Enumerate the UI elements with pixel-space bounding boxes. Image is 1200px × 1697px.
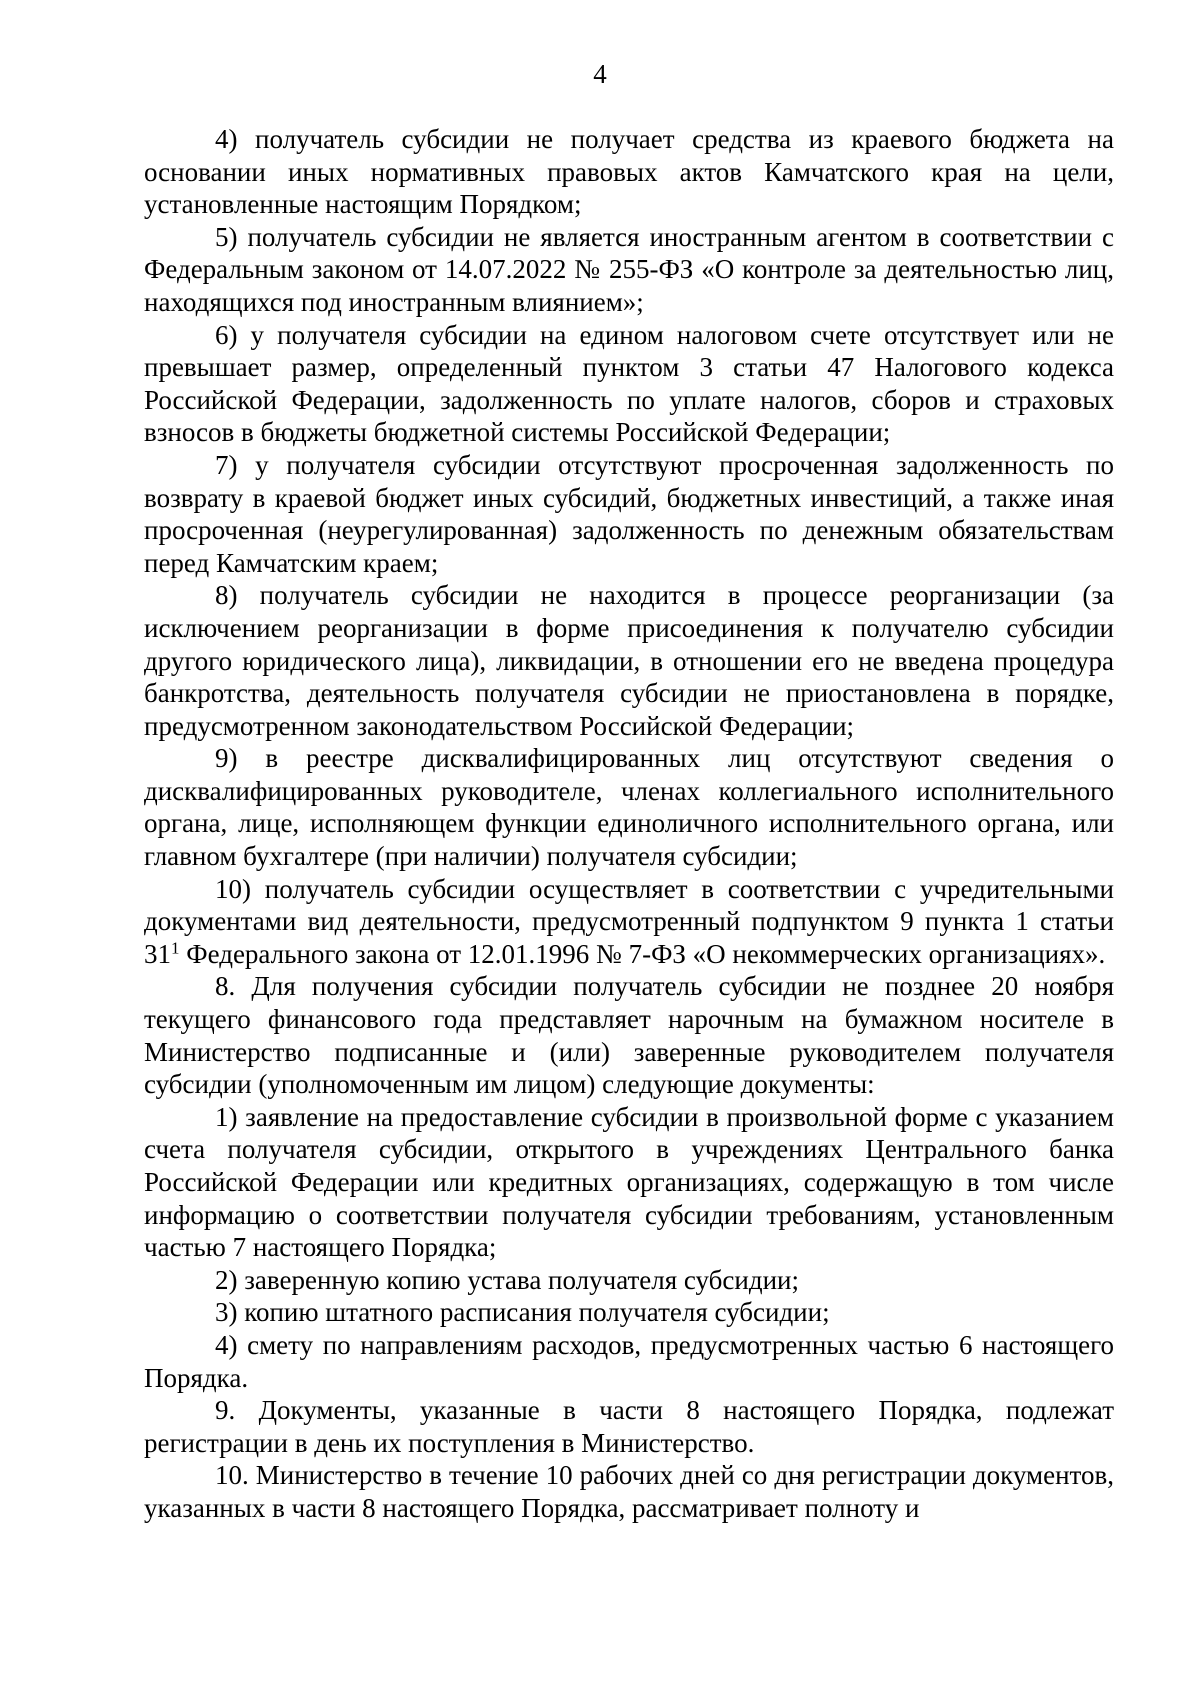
paragraph-item-8: 8) получатель субсидии не находится в процессе реорганизации (за исключением реорганизации в форме присоединения к получателю субсидии другого юридического лица), ликвидации, в отношении его не введена процедура банкротства, деятельность получателя субсидии не приостановлена в порядке, предусмотренном законодательством Российской Федерации; bbox=[144, 580, 1114, 741]
paragraph-item-9: 9) в реестре дисквалифицированных лиц отсутствуют сведения о дисквалифицированных руководителе, членах коллегиального исполнительного органа, лице, исполняющем функции единоличного исполнительного органа, или главном бухгалтере (при наличии) получателя субсидии; bbox=[144, 743, 1114, 872]
paragraph-item-4: 4) получатель субсидии не получает средства из краевого бюджета на основании иных нормативных правовых актов Камчатского края на цели, установленные настоящим Порядком; bbox=[144, 124, 1114, 220]
paragraph-doc-item-4: 4) смету по направлениям расходов, предусмотренных частью 6 настоящего Порядка. bbox=[144, 1329, 1114, 1393]
paragraph-section-8: 8. Для получения субсидии получатель субсидии не позднее 20 ноября текущего финансового года представляет нарочным на бумажном носителе в Министерство подписанные и (или) заверенные руководителем получателя субсидии (уполномоченным им лицом) следующие документы: bbox=[144, 971, 1114, 1100]
paragraph-item-10 bbox=[144, 873, 1114, 971]
page-number: 4 bbox=[593, 59, 607, 89]
paragraph-section-10: 10. Министерство в течение 10 рабочих дней со дня регистрации документов, указанных в части 8 настоящего Порядка, рассматривает полноту и bbox=[144, 1460, 1114, 1523]
document-body bbox=[144, 123, 1114, 1525]
paragraph-item-6: 6) у получателя субсидии на едином налоговом счете отсутствует или не превышает размер, определенный пунктом 3 статьи 47 Налогового кодекса Российской Федерации, задолженность по уплате налогов, сборов и страховых взносов в бюджеты бюджетной системы Российской Федерации; bbox=[144, 319, 1114, 448]
article-superscript: 1 bbox=[171, 938, 180, 958]
paragraph-section-9: 9. Документы, указанные в части 8 настоящего Порядка, подлежат регистрации в день их поступления в Министерство. bbox=[144, 1395, 1114, 1458]
paragraph-doc-item-3: 3) копию штатного расписания получателя субсидии; bbox=[215, 1297, 830, 1328]
paragraph-text-before-superscript: 10) получатель субсидии осуществляет в соответствии с учредительными документами вид деятельности, предусмотренный подпунктом 9 пункта 1 статьи 31 bbox=[144, 873, 1114, 969]
paragraph-item-5: 5) получатель субсидии не является иностранным агентом в соответствии с Федеральным законом от 14.07.2022 № 255-ФЗ «О контроле за деятельностью лиц, находящихся под иностранным влиянием»; bbox=[144, 221, 1114, 317]
paragraph-doc-item-1: 1) заявление на предоставление субсидии в произвольной форме с указанием счета получателя субсидии, открытого в учреждениях Центрального банка Российской Федерации или кредитных организациях, содержащую в том числе информацию о соответствии получателя субсидии требованиям, установленным частью 7 настоящего Порядка; bbox=[144, 1101, 1114, 1263]
paragraph-doc-item-2: 2) заверенную копию устава получателя субсидии; bbox=[215, 1264, 799, 1295]
paragraph-text-after-superscript: Федерального закона от 12.01.1996 № 7-ФЗ «О некоммерческих организациях». bbox=[179, 938, 1106, 969]
paragraph-item-7: 7) у получателя субсидии отсутствуют просроченная задолженность по возврату в краевой бюджет иных субсидий, бюджетных инвестиций, а также иная просроченная (неурегулированная) задолженность по денежным обязательствам перед Камчатским краем; bbox=[144, 449, 1114, 578]
